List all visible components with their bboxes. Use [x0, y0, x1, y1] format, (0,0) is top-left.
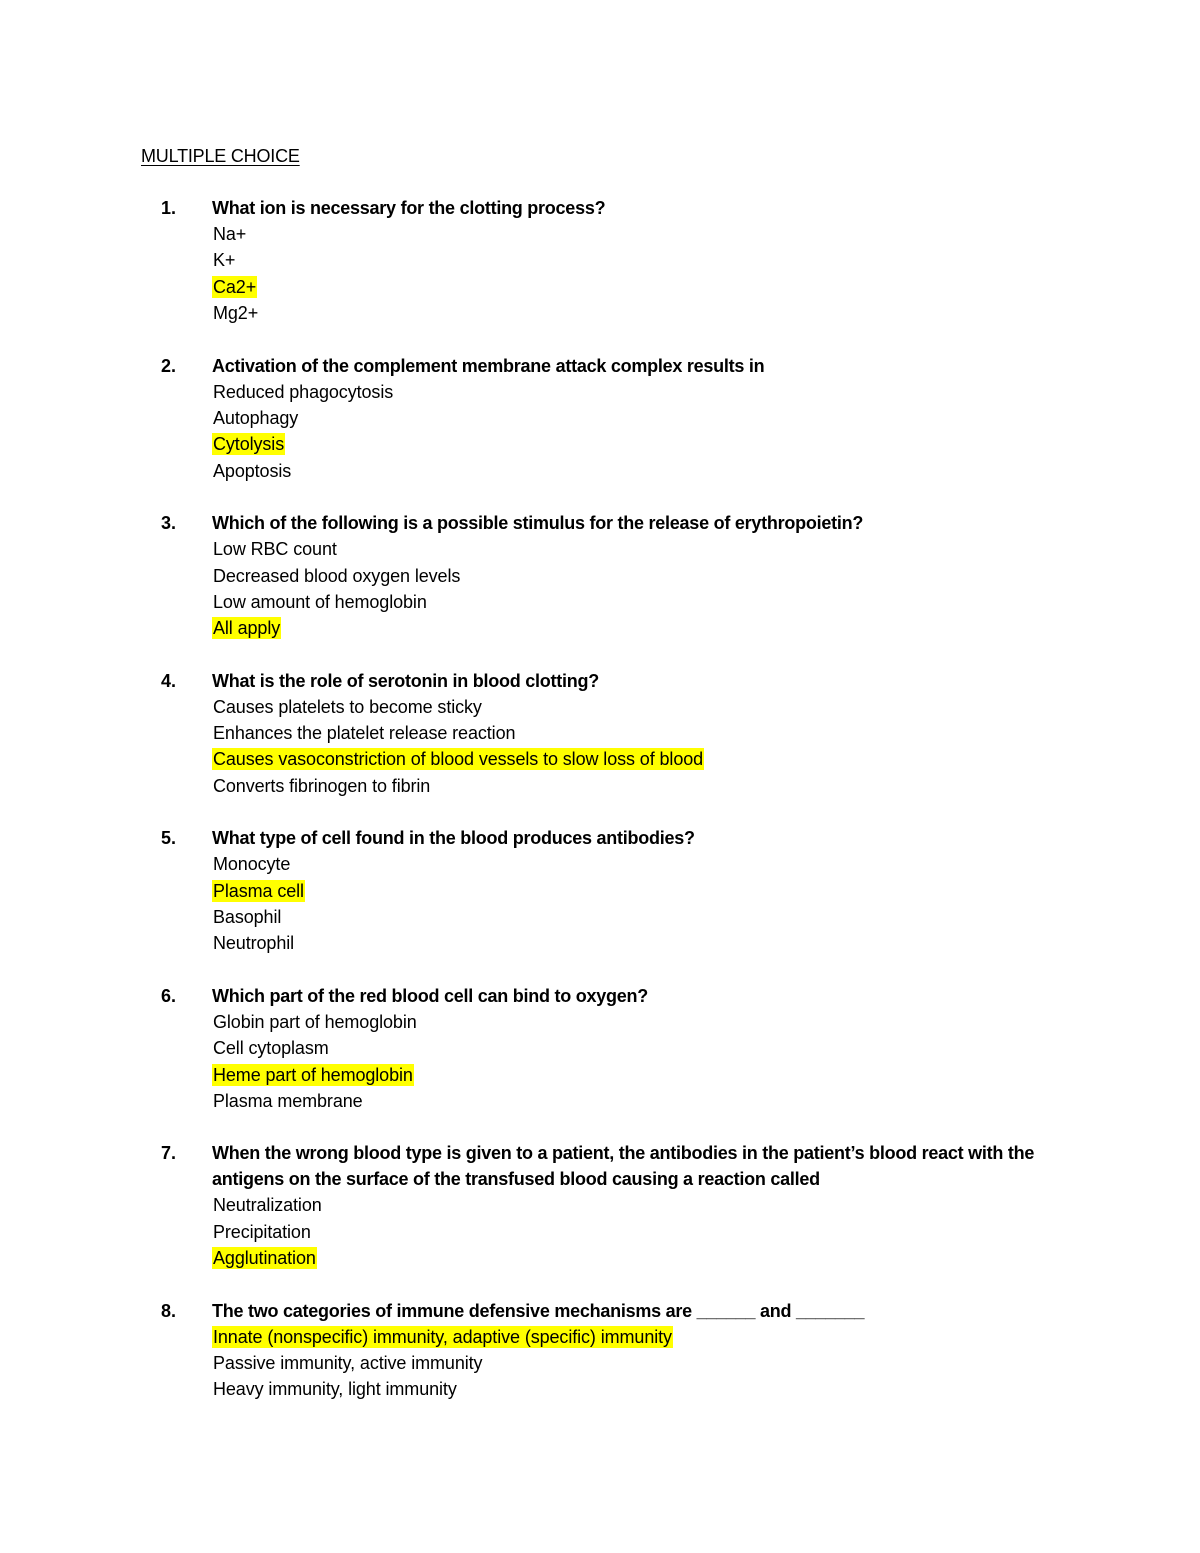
answer-option-text: Autophagy — [213, 407, 299, 428]
answer-option — [212, 1192, 1061, 1218]
answer-option-text: Heme part of hemoglobin — [213, 1064, 413, 1085]
answer-option-text: Neutrophil — [213, 933, 295, 954]
question-list — [141, 195, 1061, 1429]
answer-option-text: Heavy immunity, light immunity — [213, 1379, 457, 1400]
question-item — [141, 983, 1061, 1115]
question-item — [141, 1298, 1061, 1403]
answer-options — [212, 851, 1061, 957]
answer-option-text: Passive immunity, active immunity — [213, 1352, 483, 1373]
question-number: 4. — [160, 670, 176, 691]
question-item — [141, 195, 1061, 327]
answer-option — [212, 458, 1061, 484]
answer-option-highlighted — [212, 274, 1061, 300]
answer-option-text: Causes vasoconstriction of blood vessels to slow loss of blood — [213, 749, 704, 770]
answer-option-text: Plasma cell — [213, 880, 304, 901]
answer-option — [212, 720, 1061, 746]
answer-options — [212, 536, 1061, 642]
answer-option — [212, 563, 1061, 589]
question-text: Which of the following is a possible stimulus for the release of erythropoietin? — [212, 513, 864, 534]
section-heading: MULTIPLE CHOICE — [141, 146, 300, 166]
answer-option — [212, 300, 1061, 326]
answer-option-text: Mg2+ — [213, 303, 259, 324]
answer-option-text: Neutralization — [213, 1195, 322, 1216]
answer-options — [212, 379, 1061, 485]
answer-option-text: Apoptosis — [213, 460, 292, 481]
answer-option-text: Basophil — [213, 907, 282, 928]
answer-option — [212, 405, 1061, 431]
question-item — [141, 510, 1061, 642]
question-item — [141, 825, 1061, 957]
question-text: Activation of the complement membrane attack complex results in — [212, 355, 765, 376]
question-text: When the wrong blood type is given to a patient, the antibodies in the patient’s blood react with the antigens on the surface of the transfused blood causing a reaction called — [212, 1143, 1035, 1190]
answer-option-highlighted — [212, 1324, 1061, 1350]
answer-option-highlighted — [212, 878, 1061, 904]
answer-option — [212, 221, 1061, 247]
answer-option-text: Low amount of hemoglobin — [213, 591, 427, 612]
answer-option — [212, 904, 1061, 930]
answer-option — [212, 1035, 1061, 1061]
answer-option — [212, 1088, 1061, 1114]
answer-option-text: Ca2+ — [213, 276, 257, 297]
answer-option-text: Converts fibrinogen to fibrin — [213, 775, 431, 796]
answer-options — [212, 1324, 1061, 1403]
answer-option-text: Enhances the platelet release reaction — [213, 723, 516, 744]
answer-option-text: Na+ — [213, 224, 247, 244]
question-number: 1. — [160, 198, 176, 218]
answer-option — [212, 536, 1061, 562]
question-number: 5. — [160, 828, 176, 849]
question-text: What type of cell found in the blood produces antibodies? — [212, 828, 695, 849]
question-text: The two categories of immune defensive mechanisms are ______ and _______ — [212, 1300, 865, 1321]
answer-option — [212, 930, 1061, 956]
answer-option-highlighted — [212, 431, 1061, 457]
answer-option-highlighted — [212, 1062, 1061, 1088]
answer-options — [212, 694, 1061, 800]
answer-option-text: Cell cytoplasm — [213, 1038, 329, 1059]
answer-option-text: Agglutination — [213, 1248, 316, 1269]
question-item — [141, 668, 1061, 800]
answer-option — [212, 694, 1061, 720]
answer-option-text: Decreased blood oxygen levels — [213, 565, 461, 586]
question-number: 3. — [160, 513, 176, 534]
question-number: 7. — [160, 1143, 176, 1164]
question-number: 2. — [160, 355, 176, 376]
answer-option-text: Reduced phagocytosis — [213, 381, 394, 402]
answer-option — [212, 851, 1061, 877]
answer-option-text: K+ — [213, 250, 236, 271]
answer-option — [212, 1009, 1061, 1035]
answer-option — [212, 379, 1061, 405]
question-number: 6. — [160, 985, 176, 1006]
answer-option-highlighted — [212, 746, 1061, 772]
answer-option-highlighted — [212, 1245, 1061, 1271]
answer-option-text: All apply — [213, 618, 281, 639]
question-number: 8. — [160, 1300, 176, 1321]
answer-option-text: Causes platelets to become sticky — [213, 696, 482, 717]
answer-option-highlighted — [212, 615, 1061, 641]
answer-options — [212, 1009, 1061, 1115]
question-text: What is the role of serotonin in blood clotting? — [212, 670, 599, 691]
answer-option-text: Monocyte — [213, 854, 291, 875]
answer-option-text: Globin part of hemoglobin — [213, 1011, 417, 1032]
question-text: Which part of the red blood cell can bind to oxygen? — [212, 985, 649, 1006]
answer-option-text: Innate (nonspecific) immunity, adaptive (specific) immunity — [213, 1326, 672, 1347]
question-text: What ion is necessary for the clotting process? — [212, 198, 606, 218]
answer-option — [212, 1350, 1061, 1376]
answer-option — [212, 773, 1061, 799]
answer-option — [212, 247, 1061, 273]
question-item — [141, 1140, 1061, 1271]
answer-option — [212, 1219, 1061, 1245]
answer-option — [212, 1376, 1061, 1402]
answer-option-text: Plasma membrane — [213, 1090, 363, 1111]
answer-option — [212, 589, 1061, 615]
answer-option-text: Cytolysis — [213, 434, 285, 455]
answer-option-text: Low RBC count — [213, 539, 337, 560]
answer-option-text: Precipitation — [213, 1221, 311, 1242]
answer-options — [212, 221, 1061, 327]
question-item — [141, 353, 1061, 485]
answer-options — [212, 1192, 1061, 1271]
